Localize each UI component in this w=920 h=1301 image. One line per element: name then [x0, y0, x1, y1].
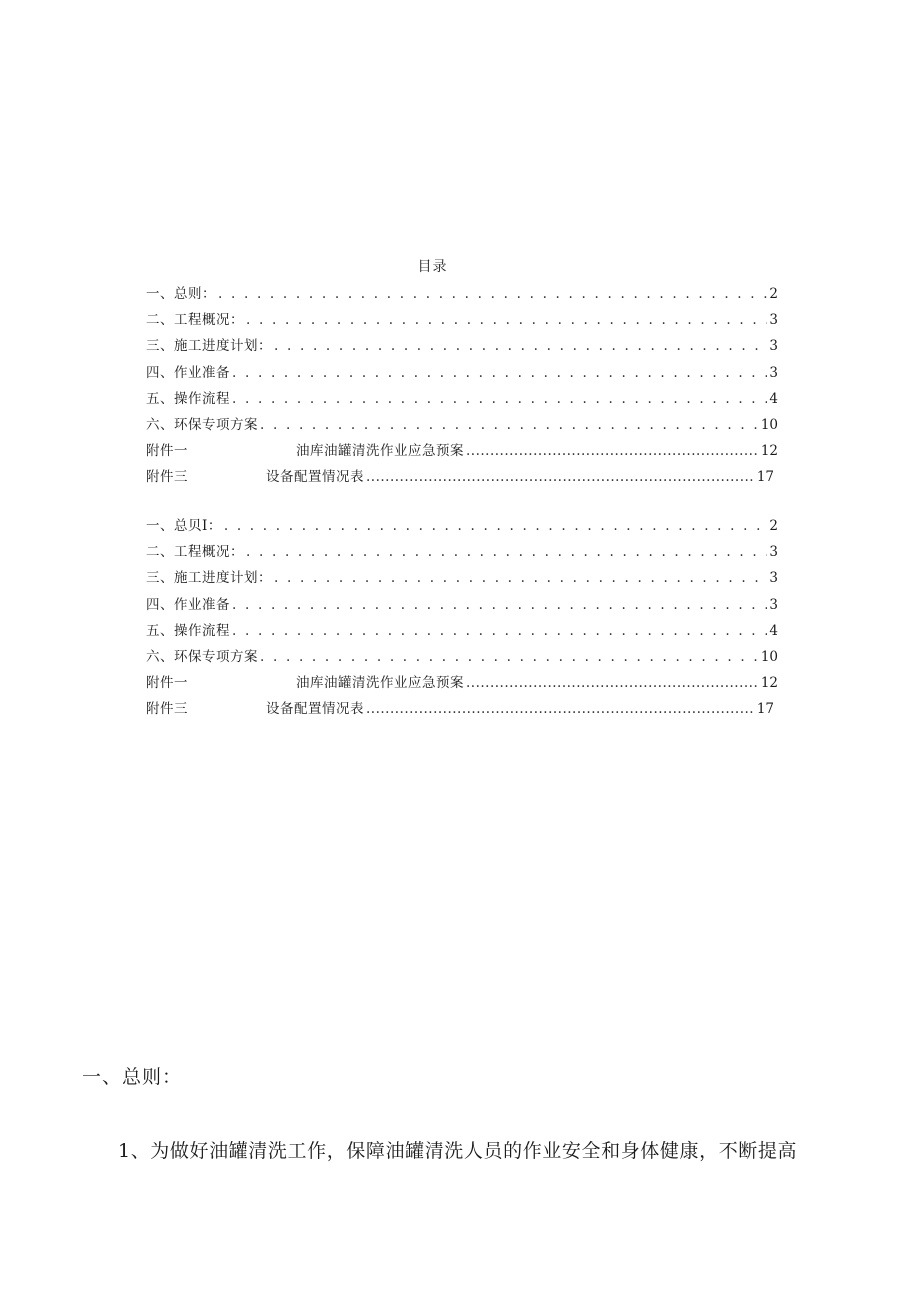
- toc-leader-dots: [232, 597, 767, 613]
- toc-page-number: 12: [760, 443, 778, 460]
- toc-leader-dots: [232, 365, 767, 381]
- toc-page-number: 2: [769, 518, 778, 534]
- toc-leader-dots: [246, 312, 767, 328]
- toc-title: 目录: [417, 259, 448, 275]
- toc-entry[interactable]: [146, 645, 778, 671]
- toc-leader-dots: [274, 570, 767, 586]
- toc-leader-dots: [366, 469, 755, 485]
- toc-entry[interactable]: [146, 439, 778, 465]
- toc-entry[interactable]: [146, 697, 778, 723]
- toc-entry-label: 二、工程概况：: [146, 544, 244, 561]
- toc-page-number: 3: [769, 544, 778, 561]
- toc-entry[interactable]: [146, 308, 778, 334]
- toc-page-number: 2: [769, 286, 778, 302]
- toc-entry-label: 附件三: [146, 701, 188, 718]
- toc-entry[interactable]: [146, 413, 778, 439]
- toc-leader-dots: [224, 518, 768, 534]
- toc-leader-dots: [466, 675, 759, 691]
- toc-page-number: 17: [756, 469, 774, 486]
- toc-entry[interactable]: [146, 465, 778, 491]
- toc-leader-dots: [274, 338, 767, 354]
- toc-entry-label: 二、工程概况：: [146, 312, 244, 329]
- toc-entry-label: 五、操作流程: [146, 390, 230, 407]
- toc-entry-label: 三、施工进度计划：: [146, 338, 272, 355]
- toc-page-number: 4: [769, 622, 778, 639]
- table-of-contents-duplicate: [146, 514, 778, 724]
- toc-leader-dots: [466, 443, 759, 459]
- toc-page-number: 3: [769, 312, 778, 329]
- toc-entry[interactable]: [146, 540, 778, 566]
- toc-entry-label: 一、总贝I：: [146, 518, 222, 534]
- toc-leader-dots: [366, 701, 755, 717]
- toc-entry-label: 一、总则：: [146, 286, 216, 302]
- toc-entry[interactable]: [146, 619, 778, 645]
- toc-entry[interactable]: [146, 387, 778, 413]
- toc-entry-subtitle: 设备配置情况表: [266, 469, 364, 486]
- toc-entry[interactable]: [146, 593, 778, 619]
- toc-entry[interactable]: [146, 282, 778, 308]
- toc-entry[interactable]: [146, 334, 778, 360]
- toc-entry[interactable]: [146, 361, 778, 387]
- toc-page-number: 3: [769, 338, 778, 355]
- toc-entry-label: 附件一: [146, 675, 188, 692]
- toc-entry[interactable]: [146, 514, 778, 540]
- toc-leader-dots: [246, 544, 767, 560]
- toc-page-number: 3: [769, 570, 778, 587]
- toc-page-number: 17: [756, 701, 774, 718]
- toc-entry-label: 四、作业准备: [146, 364, 230, 381]
- toc-entry-subtitle: 油库油罐清洗作业应急预案: [296, 675, 464, 692]
- toc-entry[interactable]: [146, 671, 778, 697]
- toc-entry-label: 六、环保专项方案: [146, 648, 258, 665]
- toc-entry-label: 四、作业准备: [146, 596, 230, 613]
- toc-page-number: 3: [769, 364, 778, 381]
- toc-leader-dots: [260, 649, 759, 665]
- toc-entry-label: 附件一: [146, 443, 188, 460]
- toc-page-number: 10: [760, 648, 778, 665]
- toc-page-number: 12: [760, 675, 778, 692]
- section-heading: 一、总则：: [82, 1066, 183, 1088]
- toc-entry-label: 附件三: [146, 469, 188, 486]
- toc-entry-subtitle: 油库油罐清洗作业应急预案: [296, 443, 464, 460]
- body-paragraph: 1、为做好油罐清洗工作，保障油罐清洗人员的作业安全和身体健康，不断提高: [118, 1140, 798, 1162]
- toc-entry-label: 三、施工进度计划：: [146, 570, 272, 587]
- toc-leader-dots: [260, 417, 759, 433]
- table-of-contents: [146, 282, 778, 492]
- toc-page-number: 3: [769, 596, 778, 613]
- toc-leader-dots: [232, 391, 767, 407]
- toc-entry-subtitle: 设备配置情况表: [266, 701, 364, 718]
- toc-entry[interactable]: [146, 566, 778, 592]
- toc-leader-dots: [232, 623, 767, 639]
- toc-entry-label: 五、操作流程: [146, 622, 230, 639]
- toc-page-number: 4: [769, 390, 778, 407]
- toc-page-number: 10: [760, 416, 778, 433]
- toc-entry-label: 六、环保专项方案: [146, 416, 258, 433]
- toc-leader-dots: [218, 286, 767, 302]
